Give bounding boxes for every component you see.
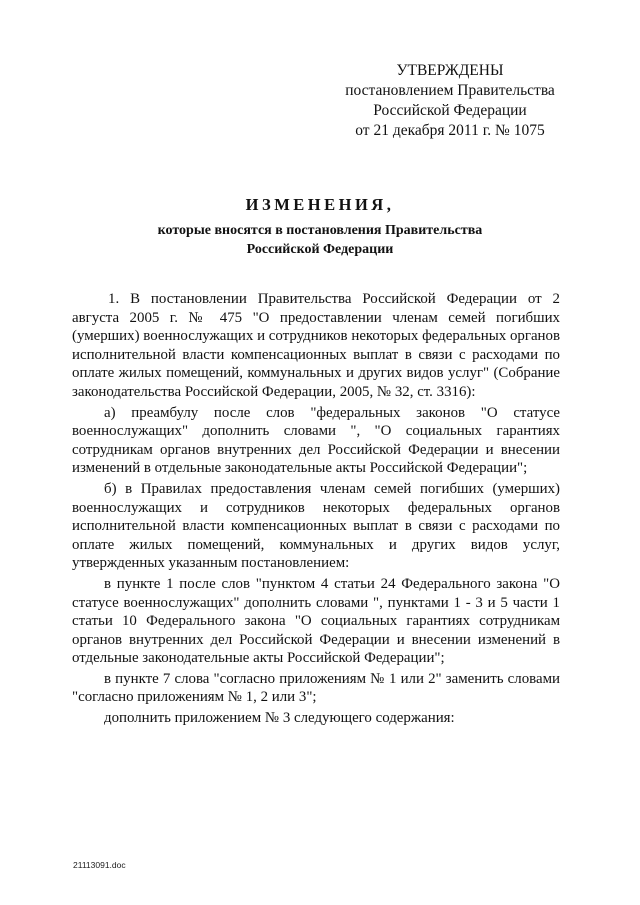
approval-line: постановлением Правительства [345, 82, 555, 99]
approval-date: от 21 декабря 2011 г. № 1075 [355, 122, 545, 139]
subtitle-line: Российской Федерации [246, 242, 394, 257]
paragraph-appendix: дополнить приложением № 3 следующего содержания: [104, 710, 455, 727]
approval-line: Российской Федерации [373, 102, 527, 119]
paragraph-item-1: 1. В постановлении Правительства Российской Федерации от 2 августа 2005 г. № 475 "О предоставлении членам семей погибших (умерших) военнослужащих и сотрудников некоторых федеральных органов исполнительной власти компенсационных выплат в связи с расходами по оплате жилых помещений, коммунальных и других видов услуг" (Собрание законодательства Российской Федерации, 2005, № 32, ст. 3316): [72, 291, 560, 400]
paragraph-point-7: в пункте 7 слова "согласно приложениям № 1 или 2" заменить словами "согласно приложениям № 1, 2 или 3"; [72, 670, 560, 706]
footer-filename: 21113091.doc [73, 860, 126, 870]
document-title: ИЗМЕНЕНИЯ, [245, 195, 395, 214]
document-body [72, 290, 560, 730]
approval-title: УТВЕРЖДЕНЫ [396, 62, 504, 79]
document-subtitle [100, 221, 540, 259]
paragraph-subitem-a: а) преамбулу после слов "федеральных законов "О статусе военнослужащих" дополнить словами ", "О социальных гарантиях сотрудникам органов внутренних дел Российской Федерации и внесении изменений в отдельные законодательные акты Российской Федерации"; [72, 404, 560, 477]
paragraph-point-1: в пункте 1 после слов "пунктом 4 статьи 24 Федерального закона "О статусе военнослужащих" дополнить словами ", пунктами 1 - 3 и 5 части 1 статьи 10 Федерального закона "О социальных гарантиях сотрудникам органов внутренних дел Российской Федерации и внесении изменений в отдельные законодательные акты Российской Федерации"; [72, 575, 560, 667]
paragraph-subitem-b: б) в Правилах предоставления членам семей погибших (умерших) военнослужащих и сотрудников некоторых федеральных органов исполнительной власти компенсационных выплат в связи с расходами по оплате жилых помещений, коммунальных и других видов услуг, утвержденных указанным постановлением: [72, 480, 560, 572]
approval-stamp [330, 61, 570, 141]
subtitle-line: которые вносятся в постановления Правительства [157, 223, 483, 238]
